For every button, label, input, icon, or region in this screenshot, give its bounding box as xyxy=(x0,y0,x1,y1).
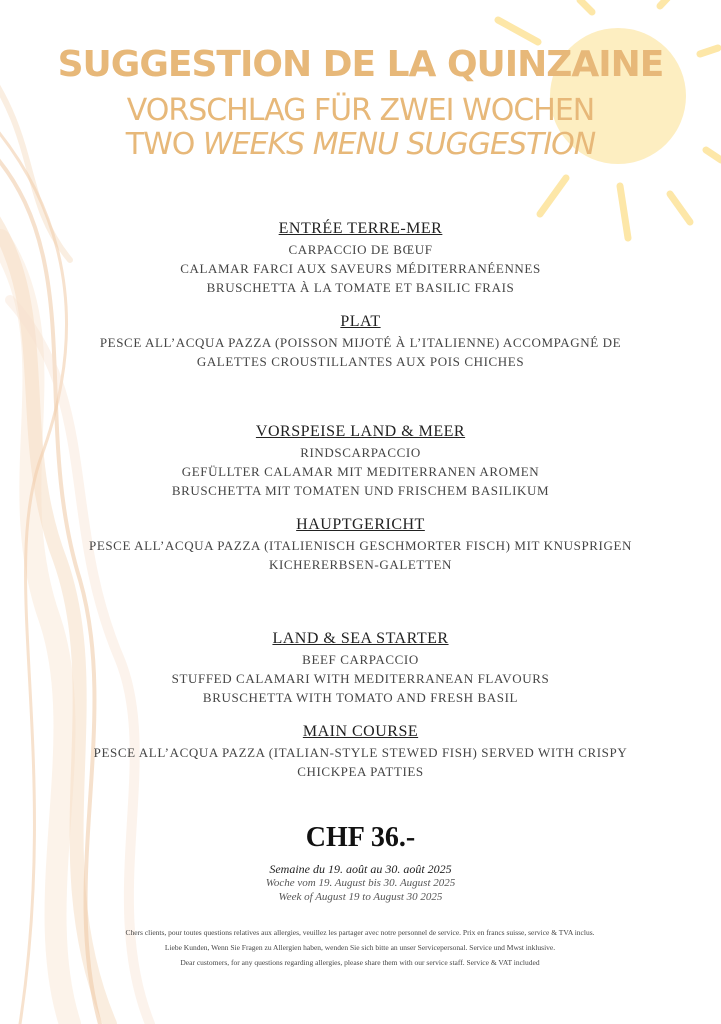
price: CHF 36.- xyxy=(305,822,416,853)
section-title: PLAT xyxy=(340,313,381,330)
menu-item: CHICKPEA PATTIES xyxy=(297,764,424,779)
section-title: ENTRÉE TERRE-MER xyxy=(278,220,443,237)
section-title: MAIN COURSE xyxy=(302,723,419,740)
note-de: Liebe Kunden, Wenn Sie Fragen zu Allergien haben, wenden Sie sich bitte an unser Servicepersonal. Service und Mwst inklusive. xyxy=(164,943,556,952)
section-de-starter xyxy=(0,421,721,500)
title-en-prefix: TWO xyxy=(125,127,203,162)
note-fr: Chers clients, pour toutes questions relatives aux allergies, veuillez les partager avec notre personnel de service. Prix en francs suisse, service & TVA inclus. xyxy=(125,928,595,937)
title-de: VORSCHLAG FÜR ZWEI WOCHEN xyxy=(126,93,595,128)
section-fr-starter xyxy=(0,218,721,297)
menu-item: BRUSCHETTA MIT TOMATEN UND FRISCHEM BASILIKUM xyxy=(171,483,550,498)
menu-item: STUFFED CALAMARI WITH MEDITERRANEAN FLAVOURS xyxy=(171,671,550,686)
menu-item: BRUSCHETTA À LA TOMATE ET BASILIC FRAIS xyxy=(206,280,515,295)
menu-item: PESCE ALL’ACQUA PAZZA (ITALIENISCH GESCHMORTER FISCH) MIT KNUSPRIGEN xyxy=(88,538,633,553)
section-de-main xyxy=(0,514,721,574)
menu-item: CARPACCIO DE BŒUF xyxy=(288,242,433,257)
title-en-italic: WEEKS MENU SUGGESTION xyxy=(202,127,596,162)
date-de: Woche vom 19. August bis 30. August 2025 xyxy=(265,877,456,889)
title-fr: SUGGESTION DE LA QUINZAINE xyxy=(57,44,664,85)
menu-item: BRUSCHETTA WITH TOMATO AND FRESH BASIL xyxy=(202,690,519,705)
section-title: VORSPEISE LAND & MEER xyxy=(255,423,466,440)
allergy-notes xyxy=(110,927,610,972)
date-en: Week of August 19 to August 30 2025 xyxy=(278,891,443,903)
menu-item: GEFÜLLTER CALAMAR MIT MEDITERRANEN AROMEN xyxy=(181,464,540,479)
section-en-starter xyxy=(0,628,721,707)
note-en: Dear customers, for any questions regarding allergies, please share them with our service staff. Service & VAT included xyxy=(180,958,540,967)
section-en-main xyxy=(0,721,721,781)
section-title: HAUPTGERICHT xyxy=(296,516,425,533)
date-range xyxy=(0,862,721,904)
section-fr-main xyxy=(0,311,721,371)
menu-item: GALETTES CROUSTILLANTES AUX POIS CHICHES xyxy=(196,354,525,369)
section-title: LAND & SEA STARTER xyxy=(272,630,449,647)
title-en xyxy=(0,126,721,164)
menu-item: CALAMAR FARCI AUX SAVEURS MÉDITERRANÉENNES xyxy=(180,261,541,276)
menu-item: BEEF CARPACCIO xyxy=(302,652,419,667)
menu-item: RINDSCARPACCIO xyxy=(300,445,421,460)
date-fr: Semaine du 19. août au 30. août 2025 xyxy=(269,862,452,876)
menu-item: PESCE ALL’ACQUA PAZZA (ITALIAN-STYLE STEWED FISH) SERVED WITH CRISPY xyxy=(93,745,628,760)
menu-item: KICHERERBSEN-GALETTEN xyxy=(268,557,453,572)
menu-item: PESCE ALL’ACQUA PAZZA (POISSON MIJOTÉ À L’ITALIENNE) ACCOMPAGNÉ DE xyxy=(99,335,622,350)
